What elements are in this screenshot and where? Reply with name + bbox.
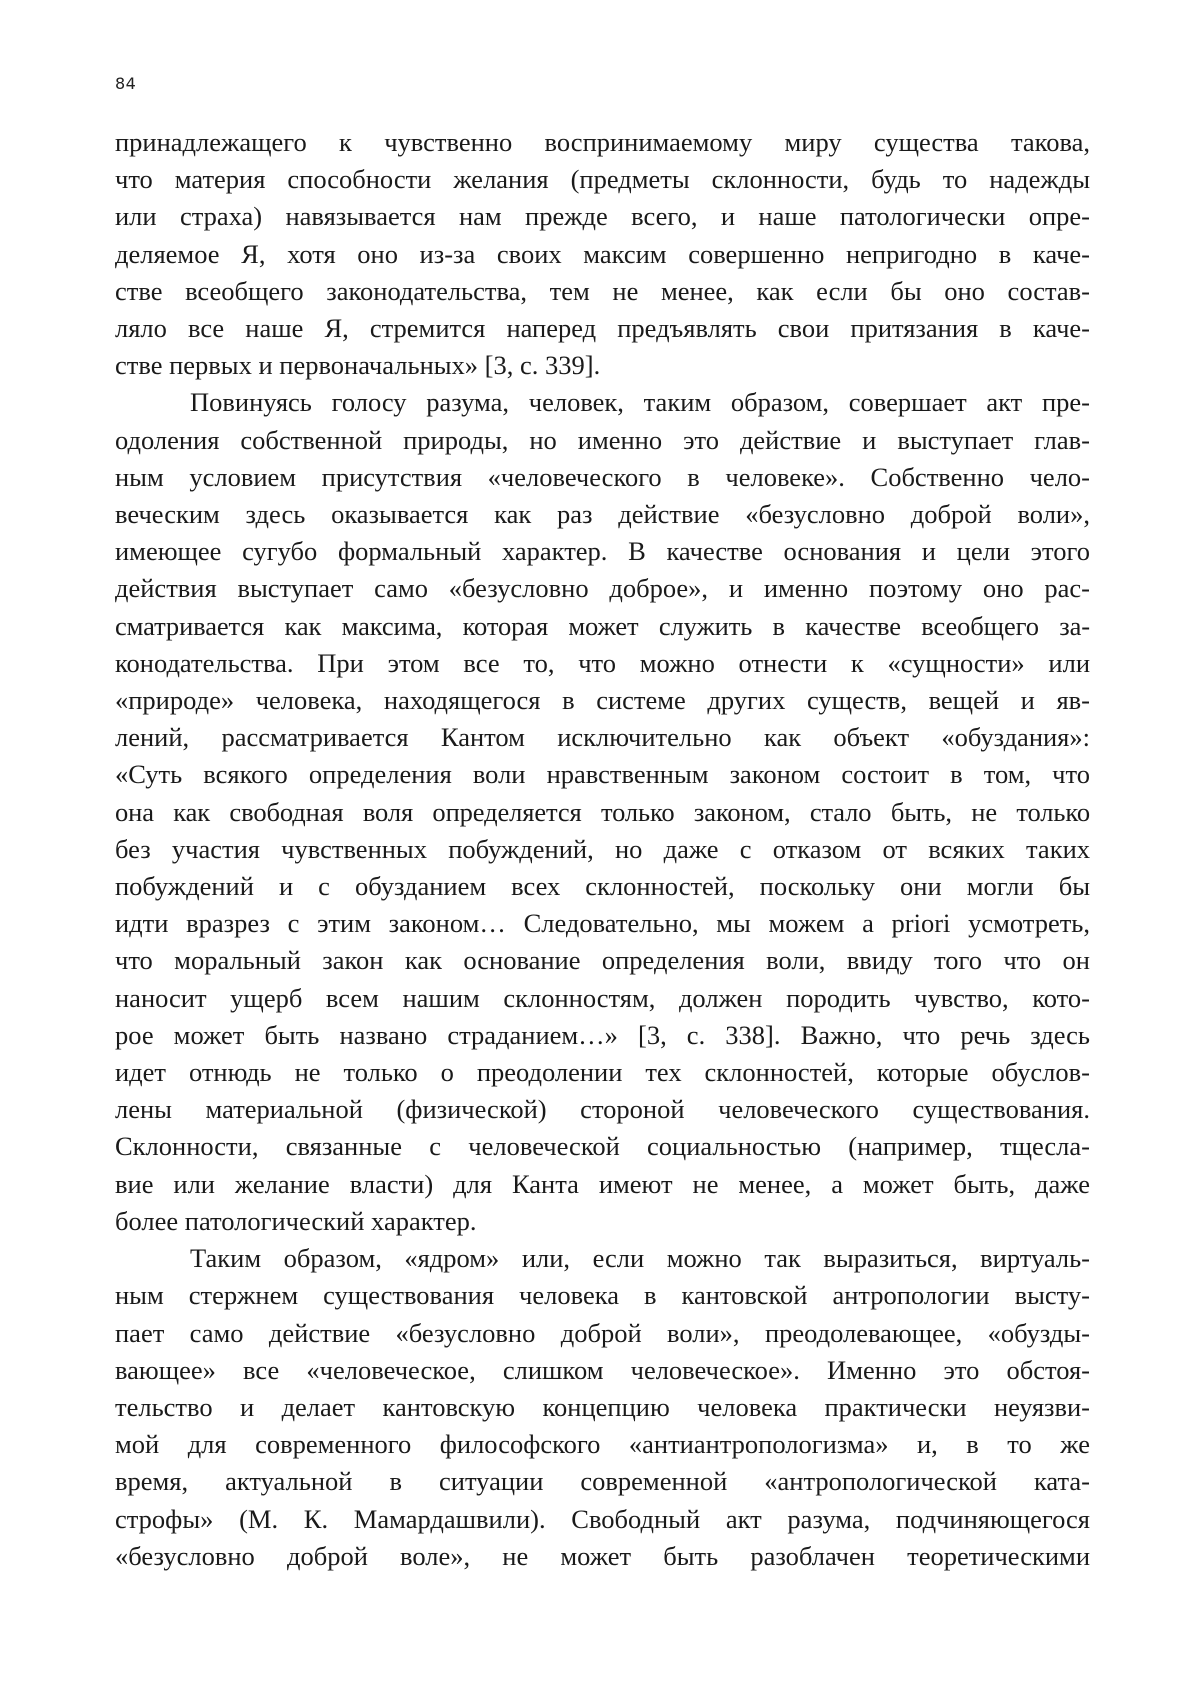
paragraph-1: [115, 124, 1090, 384]
text-line: «Суть всякого определения воли нравственным законом состоит в том, что: [115, 756, 1090, 793]
text-line: что материя способности желания (предметы склонности, будь то надежды: [115, 161, 1090, 198]
text-line: более патологический характер.: [115, 1203, 1090, 1240]
text-line: идет отнюдь не только о преодолении тех склонностей, которые обуслов-: [115, 1054, 1090, 1091]
text-line: «безусловно доброй воле», не может быть разоблачен теоретическими: [115, 1538, 1090, 1575]
text-line: строфы» (М. К. Мамардашвили). Свободный акт разума, подчиняющегося: [115, 1501, 1090, 1538]
text-line: идти вразрез с этим законом… Следовательно, мы можем a priori усмотреть,: [115, 905, 1090, 942]
text-line: «природе» человека, находящегося в системе других существ, вещей и яв-: [115, 682, 1090, 719]
text-line: побуждений и с обузданием всех склонностей, поскольку они могли бы: [115, 868, 1090, 905]
text-line: одоления собственной природы, но именно это действие и выступает глав-: [115, 422, 1090, 459]
text-line: время, актуальной в ситуации современной «антропологической ката-: [115, 1463, 1090, 1500]
text-line: веческим здесь оказывается как раз действие «безусловно доброй воли»,: [115, 496, 1090, 533]
text-line: без участия чувственных побуждений, но даже с отказом от всяких таких: [115, 831, 1090, 868]
text-line: имеющее сугубо формальный характер. В качестве основания и цели этого: [115, 533, 1090, 570]
text-line: наносит ущерб всем нашим склонностям, должен породить чувство, кото-: [115, 980, 1090, 1017]
text-line: конодательства. При этом все то, что можно отнести к «сущности» или: [115, 645, 1090, 682]
text-line: Повинуясь голосу разума, человек, таким образом, совершает акт пре-: [115, 384, 1090, 421]
text-line: принадлежащего к чувственно воспринимаемому миру существа такова,: [115, 124, 1090, 161]
text-line: ным условием присутствия «человеческого в человеке». Собственно чело-: [115, 459, 1090, 496]
page-number: 84: [115, 74, 136, 93]
text-line: ным стержнем существования человека в кантовской антропологии высту-: [115, 1277, 1090, 1314]
text-line: ляло все наше Я, стремится наперед предъявлять свои притязания в каче-: [115, 310, 1090, 347]
text-line: действия выступает само «безусловно доброе», и именно поэтому оно рас-: [115, 570, 1090, 607]
text-line: лений, рассматривается Кантом исключительно как объект «обуздания»:: [115, 719, 1090, 756]
text-line: Таким образом, «ядром» или, если можно так выразиться, виртуаль-: [115, 1240, 1090, 1277]
document-page: [0, 0, 1200, 1697]
text-line: стве всеобщего законодательства, тем не менее, как если бы оно состав-: [115, 273, 1090, 310]
text-line: что моральный закон как основание определения воли, ввиду того что он: [115, 942, 1090, 979]
text-line: или страха) навязывается нам прежде всего, и наше патологически опре-: [115, 198, 1090, 235]
text-line: Склонности, связанные с человеческой социальностью (например, тщесла-: [115, 1128, 1090, 1165]
text-line: вие или желание власти) для Канта имеют не менее, а может быть, даже: [115, 1166, 1090, 1203]
text-line: пает само действие «безусловно доброй воли», преодолевающее, «обузды-: [115, 1315, 1090, 1352]
text-line: сматривается как максима, которая может служить в качестве всеобщего за-: [115, 608, 1090, 645]
paragraph-2: [115, 384, 1090, 1240]
text-line: она как свободная воля определяется только законом, стало быть, не только: [115, 794, 1090, 831]
text-line: лены материальной (физической) стороной человеческого существования.: [115, 1091, 1090, 1128]
text-line: мой для современного философского «антиантропологизма» и, в то же: [115, 1426, 1090, 1463]
text-line: вающее» все «человеческое, слишком человеческое». Именно это обстоя-: [115, 1352, 1090, 1389]
text-line: деляемое Я, хотя оно из-за своих максим совершенно непригодно в каче-: [115, 236, 1090, 273]
body-text: [115, 124, 1090, 1575]
text-line: стве первых и первоначальных» [3, с. 339].: [115, 347, 1090, 384]
paragraph-3: [115, 1240, 1090, 1575]
text-line: тельство и делает кантовскую концепцию человека практически неуязви-: [115, 1389, 1090, 1426]
text-line: рое может быть названо страданием…» [3, с. 338]. Важно, что речь здесь: [115, 1017, 1090, 1054]
